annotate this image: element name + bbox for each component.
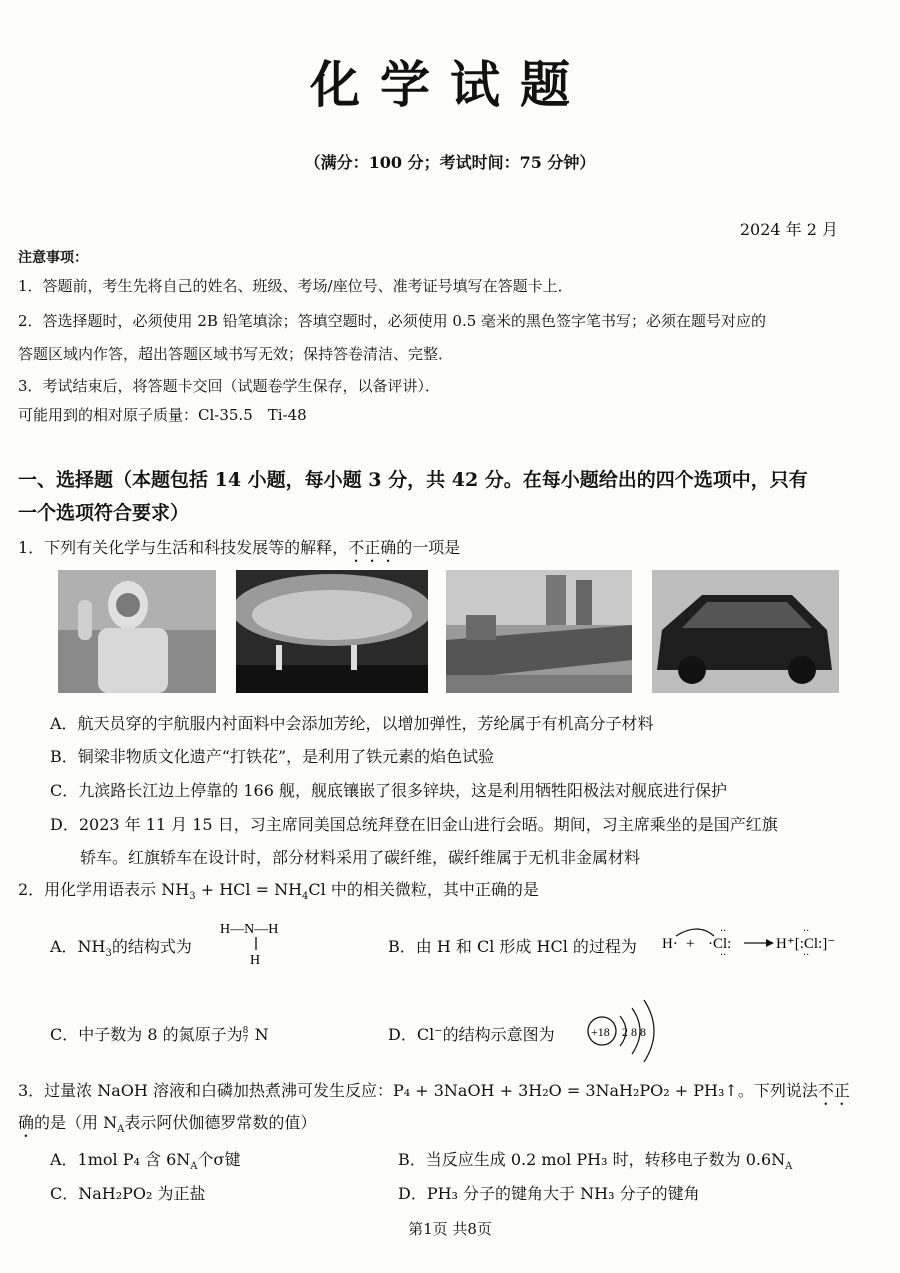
iron-flower-photo (236, 570, 428, 693)
q2-option-d: D．Cl−的结构示意图为 (388, 1025, 555, 1044)
notice-item-2: 2．答选择题时，必须使用 2B 铅笔填涂；答填空题时，必须使用 0.5 毫米的黑色签字笔书写；必须在题号对应的 (18, 312, 767, 330)
exam-date: 2024 年 2 月 (739, 220, 838, 239)
electron-shells: 2 8 8 (622, 1025, 646, 1039)
notice-item-2-cont: 答题区域内作答，超出答题区域书写无效；保持答卷清洁、完整． (18, 345, 454, 363)
hongqi-car-photo (652, 570, 839, 693)
section-heading-cont: 一个选项符合要求） (18, 502, 190, 524)
q3-stem: 3．过量浓 NaOH 溶液和白磷加热煮沸可发生反应：P₄ + 3NaOH + 3H₂O = 3NaH₂PO₂ + PH₃↑。下列说法不正 (18, 1081, 850, 1100)
warship-photo (446, 570, 632, 693)
q2-option-b: B．由 H 和 Cl 形成 HCl 的过程为 (388, 937, 637, 956)
notice-heading: 注意事项： (18, 250, 88, 266)
svg-text:··: ·· (803, 950, 810, 961)
notice-item-1: 1．答题前，考生先将自己的姓名、班级、考场/座位号、准考证号填写在答题卡上． (18, 277, 573, 295)
svg-text:H: H (250, 953, 261, 968)
svg-text:+: + (686, 936, 695, 952)
q1-stem: 1．下列有关化学与生活和科技发展等的解释，不正确的一项是 (18, 538, 461, 557)
exam-info: （满分：100 分；考试时间：75 分钟） (304, 153, 596, 172)
cl-ion-structure-diagram (586, 998, 676, 1064)
q1-option-c: C．九滨路长江边上停靠的 166 舰，舰底镶嵌了很多锌块，这是利用牺牲阳极法对舰底进行保护 (50, 781, 727, 800)
q1-option-d: D．2023 年 11 月 15 日，习主席同美国总统拜登在旧金山进行会晤。期间，习主席乘坐的是国产红旗 (50, 815, 778, 834)
q1-option-d-cont: 轿车。红旗轿车在设计时，部分材料采用了碳纤维，碳纤维属于无机非金属材料 (80, 848, 641, 867)
page-title: 化学试题 (310, 55, 590, 114)
svg-text:+18: +18 (591, 1025, 610, 1039)
notice-item-3: 3．考试结束后，将答题卡交回（试题卷学生保存，以备评讲）． (18, 377, 441, 395)
q3-option-d: D．PH₃ 分子的键角大于 NH₃ 分子的键角 (398, 1184, 700, 1203)
q3-option-b: B．当反应生成 0.2 mol PH₃ 时，转移电子数为 $0.6N_A$ (398, 1150, 793, 1173)
svg-text:·Cl:: ·Cl: (708, 936, 732, 952)
svg-text:H—N—H: H—N—H (220, 922, 279, 937)
section-heading: 一、选择题（本题包括 14 小题，每小题 3 分，共 42 分。在每小题给出的四个选项中，只有 (18, 469, 808, 491)
q1-option-b: B．铜梁非物质文化遗产“打铁花”，是利用了铁元素的焰色试验 (50, 747, 495, 766)
page-number: 第1页 共8页 (408, 1220, 492, 1238)
q2-stem: 2．用化学用语表示 $NH_3$ + HCl = $NH_4Cl$ 中的相关微粒，其中正确的是 (18, 880, 539, 903)
svg-text:··: ·· (720, 950, 727, 961)
q1-option-a: A．航天员穿的宇航服内衬面料中会添加芳纶，以增加弹性，芳纶属于有机高分子材料 (50, 714, 654, 733)
hcl-formation-diagram (658, 922, 848, 962)
q2-option-a: A．$NH_3$的结构式为 (50, 937, 192, 960)
q3-stem-cont: 确的是（用 $N_A$表示阿伏伽德罗常数的值） (18, 1113, 317, 1136)
q3-option-c: C．NaH₂PO₂ 为正盐 (50, 1184, 206, 1203)
q3-option-a: A．1mol P₄ 含 $6N_A$个σ键 (50, 1150, 241, 1173)
emphasis-text: 不正确 (348, 538, 397, 557)
svg-text:··: ·· (803, 926, 810, 937)
svg-text:H⁺[:Cl:]⁻: H⁺[:Cl:]⁻ (776, 936, 836, 952)
atomic-mass-note: 可能用到的相对原子质量：Cl-35.5 Ti-48 (18, 406, 307, 424)
nh3-structural-formula (218, 918, 298, 968)
svg-text:H·: H· (662, 936, 678, 952)
q2-option-c: C．中子数为 8 的氮原子为 8 7 N (50, 1025, 269, 1045)
svg-text:··: ·· (720, 926, 727, 937)
astronaut-photo (58, 570, 216, 693)
